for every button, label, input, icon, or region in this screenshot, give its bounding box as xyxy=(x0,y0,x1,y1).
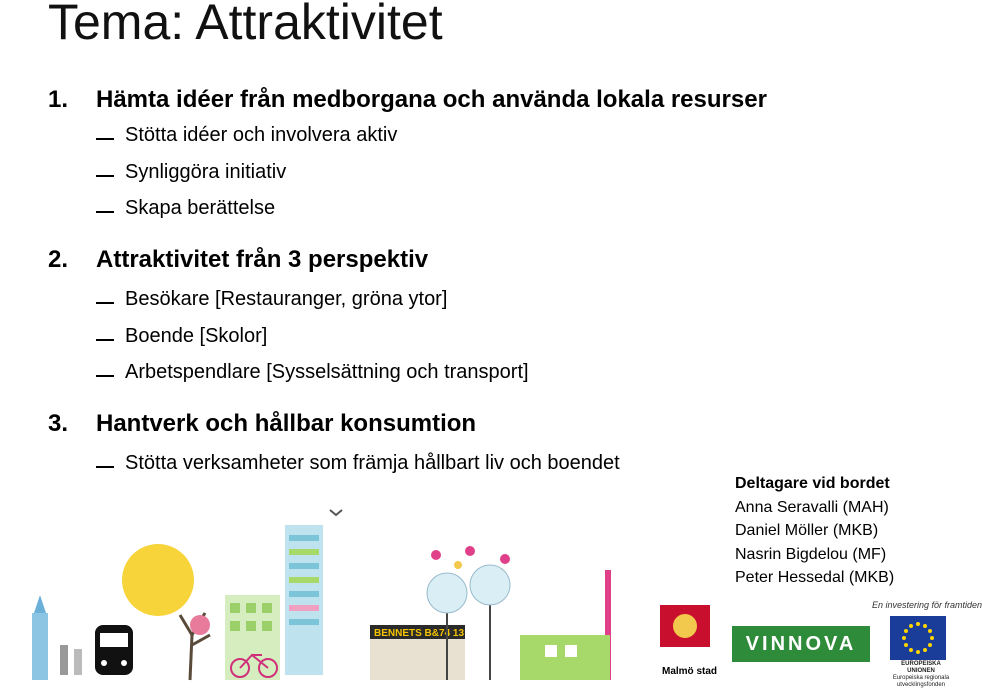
section-2-item-3: Arbetspendlare [Sysselsättning och transport] xyxy=(125,361,529,383)
section-1-title: Hämta idéer från medborgana och använda lokala resurser xyxy=(96,86,767,113)
section-2-item-2: Boende [Skolor] xyxy=(125,325,268,347)
restaurant-sign-text: BENNETS B&74 13 xyxy=(374,628,465,639)
vinnova-logo: VINNOVA xyxy=(732,626,870,662)
eu-sub: Europeiska regionala xyxy=(892,675,950,681)
section-3-item-1: Stötta verksamheter som främja hållbart liv och boendet xyxy=(125,452,620,474)
malmo-label: Malmö stad xyxy=(662,666,718,677)
bullet-dash xyxy=(96,302,114,304)
section-2-number: 2. xyxy=(48,246,69,273)
section-1-number: 1. xyxy=(48,86,69,113)
balloon-lamp xyxy=(470,565,510,605)
eu-text xyxy=(888,661,954,689)
participants-heading: Deltagare vid bordet xyxy=(735,475,890,492)
restaurant-building xyxy=(370,635,465,680)
participants-box xyxy=(735,472,894,590)
participant-name: Anna Seravalli (MAH) xyxy=(735,498,889,516)
bullet-dash xyxy=(96,375,114,377)
section-3-number: 3. xyxy=(48,410,69,437)
bullet-dash xyxy=(96,339,114,341)
eu-sub: utvecklingsfonden xyxy=(896,682,946,688)
bullet-dash xyxy=(96,466,114,468)
sun-shape xyxy=(122,544,194,616)
eu-tagline: En investering för framtiden xyxy=(872,600,982,610)
section-2-title: Attraktivitet från 3 perspektiv xyxy=(96,246,429,273)
person-silhouette xyxy=(60,645,68,675)
city-illustration xyxy=(0,485,725,681)
section-1-item-1: Stötta idéer och involvera aktiv xyxy=(125,124,398,146)
person-silhouette xyxy=(74,649,82,675)
participant-name: Nasrin Bigdelou (MF) xyxy=(735,545,887,563)
train-shape xyxy=(95,625,133,675)
bullet-dash xyxy=(96,138,114,140)
bird-shape xyxy=(330,510,342,515)
participant-name: Daniel Möller (MKB) xyxy=(735,522,879,539)
glass-tower xyxy=(285,525,323,675)
bullet-dash xyxy=(96,175,114,177)
tower-shape xyxy=(32,613,48,680)
section-1-item-2: Synliggöra initiativ xyxy=(125,161,287,183)
section-1-item-3: Skapa berättelse xyxy=(125,197,276,219)
participant-name: Peter Hessedal (MKB) xyxy=(735,569,895,586)
malmo-coat-of-arms xyxy=(660,605,710,647)
bullet-dash xyxy=(96,211,114,213)
balloon-lamp xyxy=(427,573,467,613)
eu-flag-icon xyxy=(890,616,946,660)
slide-title: Tema: Attraktivitet xyxy=(48,0,443,50)
tower-spire xyxy=(34,595,46,613)
section-3-title: Hantverk och hållbar konsumtion xyxy=(96,410,477,437)
section-2-item-1: Besökare [Restauranger, gröna ytor] xyxy=(125,288,448,310)
green-building xyxy=(520,635,610,680)
eu-label: EUROPEISKA UNIONEN xyxy=(901,661,941,674)
